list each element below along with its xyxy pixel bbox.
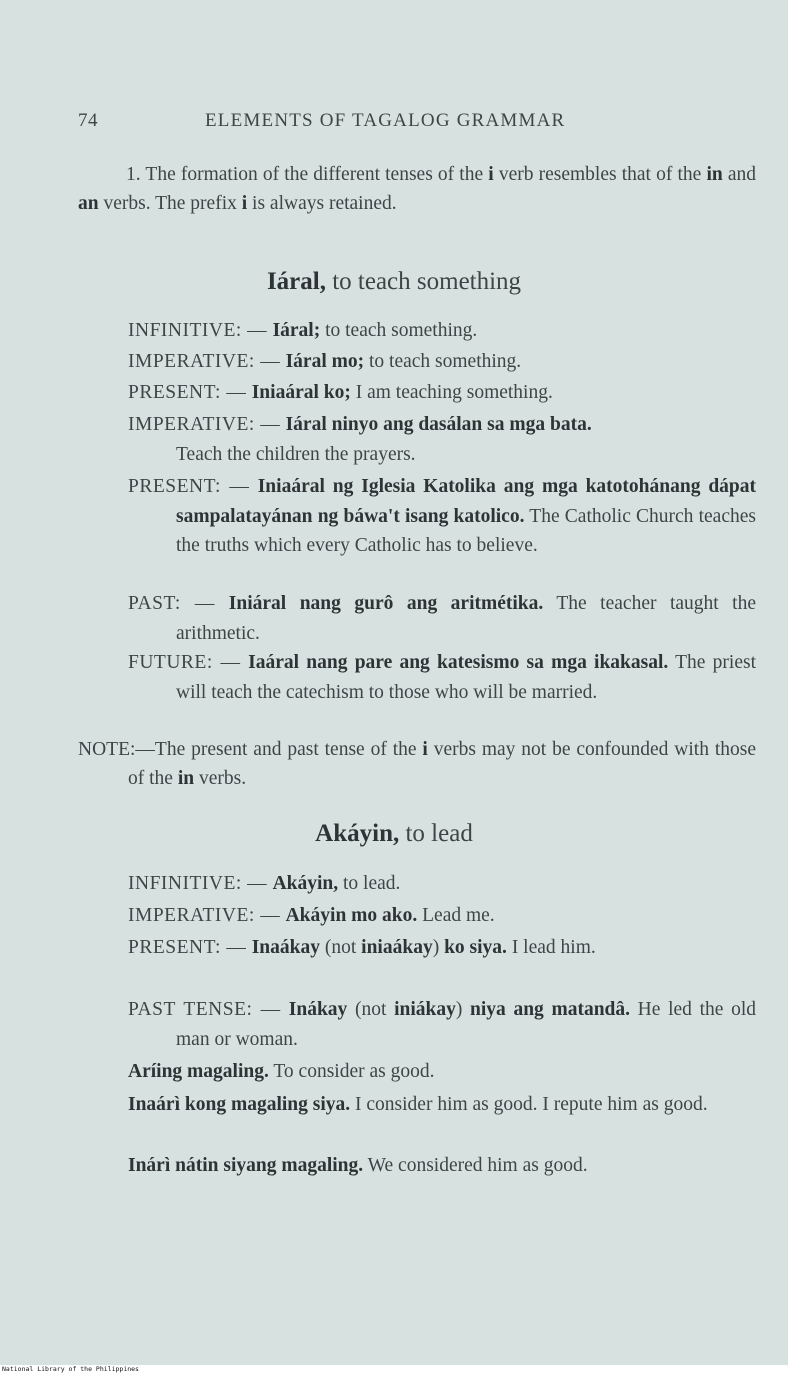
entry-past-akayin: PAST TENSE: — Inákay (not iniákay) niya ang matandâ. He led the old man or woman. — [128, 999, 756, 1050]
intro-paragraph: 1. The formation of the different tenses of the i verb resembles that of the in and an verbs. The prefix i is always retained. — [78, 164, 757, 214]
running-head: ELEMENTS OF TAGALOG GRAMMAR — [205, 110, 566, 131]
example-inaari: Inaárì kong magaling siya. I consider him as good. I repute him as good. — [128, 1094, 708, 1115]
entry-imperative: IMPERATIVE: — Iáral mo; to teach something. — [128, 351, 522, 372]
section-heading-iaral: Iáral, to teach something — [266, 268, 522, 295]
section-heading-akayin: Akáyin, to lead — [315, 820, 473, 847]
entry-future-example: FUTURE: — Iaáral nang pare ang katesismo sa mga ikakasal. The priest will teach the catechism to those who will be married. — [128, 652, 756, 703]
example-inari: Inárì nátin siyang magaling. We considered him as good. — [128, 1155, 588, 1176]
entry-present-example: PRESENT: — Iniaáral ng Iglesia Katolika ang mga katotohánang dápat sampalatayánan ng báwa't isang katolico. The Catholic Church teaches the truths which every Catholic has to believe. — [128, 476, 756, 556]
example-ariing: Aríing magaling. To consider as good. — [128, 1061, 435, 1082]
entry-present-akayin: PRESENT: — Inaákay (not iniaákay) ko siya. I lead him. — [128, 937, 596, 958]
library-credit: National Library of the Philippines — [2, 1365, 139, 1373]
entry-infinitive: INFINITIVE: — Iáral; to teach something. — [128, 320, 478, 341]
entry-infinitive-akayin: INFINITIVE: — Akáyin, to lead. — [128, 873, 401, 894]
entry-imperative-example: IMPERATIVE: — Iáral ninyo ang dasálan sa mga bata. Teach the children the prayers. — [128, 414, 592, 465]
note-paragraph: NOTE:—The present and past tense of the i verbs may not be confounded with those of the in verbs. — [78, 739, 757, 789]
entry-present: PRESENT: — Iniaáral ko; I am teaching something. — [128, 382, 553, 403]
entry-past-example: PAST: — Iniáral nang gurô ang aritmétika. The teacher taught the arithmetic. — [128, 593, 756, 644]
page-number: 74 — [78, 110, 98, 131]
entry-imperative-akayin: IMPERATIVE: — Akáyin mo ako. Lead me. — [128, 905, 495, 926]
